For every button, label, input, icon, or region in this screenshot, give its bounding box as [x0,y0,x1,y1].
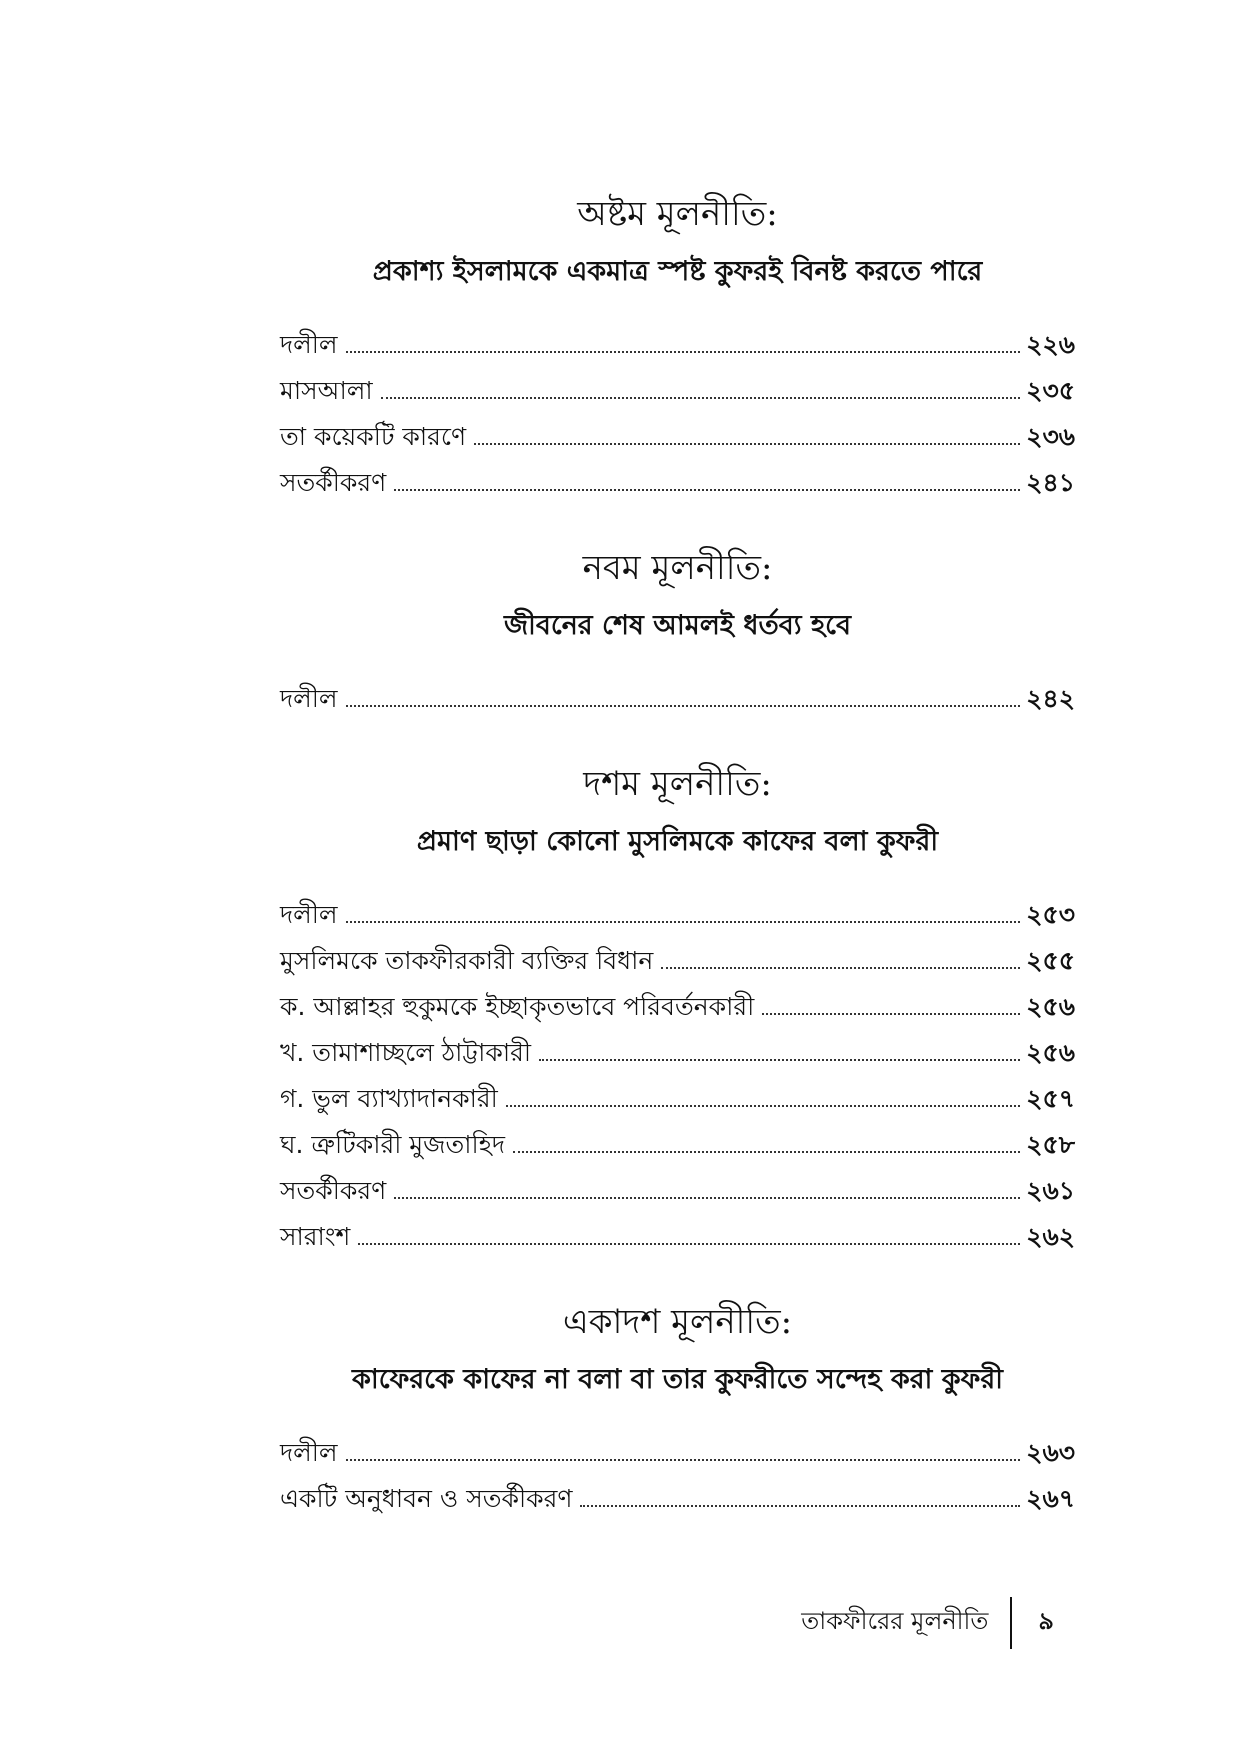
dot-leader [474,443,1020,445]
dot-leader [346,1459,1021,1461]
toc-entry[interactable] [280,1214,1075,1260]
toc-entry-page: ২৬৭ [1026,1484,1075,1513]
section-principle-11 [280,1298,1075,1522]
dot-leader [346,351,1021,353]
toc-entry-page: ২২৬ [1026,330,1075,359]
dot-leader [394,489,1020,491]
toc-entry[interactable] [280,984,1075,1030]
section-heading: দশম মূলনীতি: [583,764,772,804]
running-title: তাকফীরের মূলনীতি [801,1607,989,1635]
toc-entry-label: দলীল [280,900,338,929]
toc-entry[interactable] [280,1076,1075,1122]
toc-entry-label: দলীল [280,684,338,713]
toc-entry[interactable] [280,1122,1075,1168]
toc-entry-page: ২৫৫ [1026,946,1075,975]
toc-entry-label: খ. তামাশাচ্ছলে ঠাট্টাকারী [280,1038,532,1067]
toc-entry-label: সতর্কীকরণ [280,468,387,497]
dot-leader [762,1013,1020,1015]
toc-entry[interactable] [280,368,1075,414]
dot-leader [358,1243,1020,1245]
dot-leader [394,1197,1020,1199]
dot-leader [346,921,1021,923]
toc-list [280,676,1075,722]
dot-leader [661,967,1020,969]
toc-entry-label: একটি অনুধাবন ও সতর্কীকরণ [280,1484,573,1513]
section-principle-9 [280,544,1075,722]
toc-entry[interactable] [280,676,1075,722]
toc-entry[interactable] [280,1476,1075,1522]
section-heading: নবম মূলনীতি: [582,548,773,588]
toc-entry-page: ২৪২ [1026,684,1075,713]
toc-entry-page: ২৫৩ [1026,900,1075,929]
toc-list [280,322,1075,506]
toc-entry-label: সতর্কীকরণ [280,1176,387,1205]
page-number: ৯ [1038,1607,1054,1635]
toc-entry-label: ক. আল্লাহর হুকুমকে ইচ্ছাকৃতভাবে পরিবর্তনকারী [280,992,755,1021]
toc-entry[interactable] [280,322,1075,368]
toc-entry-page: ২৬২ [1026,1222,1075,1251]
toc-entry-label: সারাংশ [280,1222,351,1251]
section-principle-8 [280,190,1075,506]
toc-entry[interactable] [280,460,1075,506]
toc-entry[interactable] [280,892,1075,938]
toc-entry-label: গ. ভুল ব্যাখ্যাদানকারী [280,1084,498,1113]
toc-entry-page: ২৪১ [1026,468,1075,497]
toc-entry-page: ২৫৮ [1026,1130,1075,1159]
toc-entry[interactable] [280,938,1075,984]
page-footer [801,1595,1054,1651]
toc-entry[interactable] [280,414,1075,460]
toc-entry-label: মুসলিমকে তাকফীরকারী ব্যক্তির বিধান [280,946,654,975]
section-subtitle: প্রমাণ ছাড়া কোনো মুসলিমকে কাফের বলা কুফরী [416,826,939,857]
dot-leader [539,1059,1020,1061]
dot-leader [513,1151,1020,1153]
section-heading: একাদশ মূলনীতি: [562,1302,793,1342]
toc-entry-label: দলীল [280,330,338,359]
dot-leader [506,1105,1021,1107]
toc-page [280,190,1075,1560]
toc-entry[interactable] [280,1430,1075,1476]
section-subtitle: কাফেরকে কাফের না বলা বা তার কুফরীতে সন্দেহ করা কুফরী [352,1364,1003,1395]
section-heading: অষ্টম মূলনীতি: [577,194,778,234]
toc-list [280,892,1075,1260]
toc-entry-label: মাসআলা [280,376,373,405]
toc-list [280,1430,1075,1522]
dot-leader [381,397,1021,399]
toc-entry-label: তা কয়েকটি কারণে [280,422,467,451]
toc-entry-page: ২৬৩ [1026,1438,1075,1467]
toc-entry-label: ঘ. ত্রুটিকারী মুজতাহিদ [280,1130,505,1159]
toc-entry-page: ২৫৬ [1026,992,1075,1021]
section-principle-10 [280,760,1075,1260]
toc-entry[interactable] [280,1030,1075,1076]
toc-entry-page: ২৫৬ [1026,1038,1075,1067]
toc-entry-label: দলীল [280,1438,338,1467]
section-subtitle: জীবনের শেষ আমলই ধর্তব্য হবে [503,610,852,641]
toc-entry-page: ২৬১ [1026,1176,1075,1205]
toc-entry[interactable] [280,1168,1075,1214]
dot-leader [580,1505,1020,1507]
section-subtitle: প্রকাশ্য ইসলামকে একমাত্র স্পষ্ট কুফরই বিনষ্ট করতে পারে [372,256,983,287]
toc-entry-page: ২৩৬ [1026,422,1075,451]
toc-entry-page: ২৫৭ [1026,1084,1075,1113]
toc-entry-page: ২৩৫ [1026,376,1075,405]
dot-leader [346,705,1021,707]
